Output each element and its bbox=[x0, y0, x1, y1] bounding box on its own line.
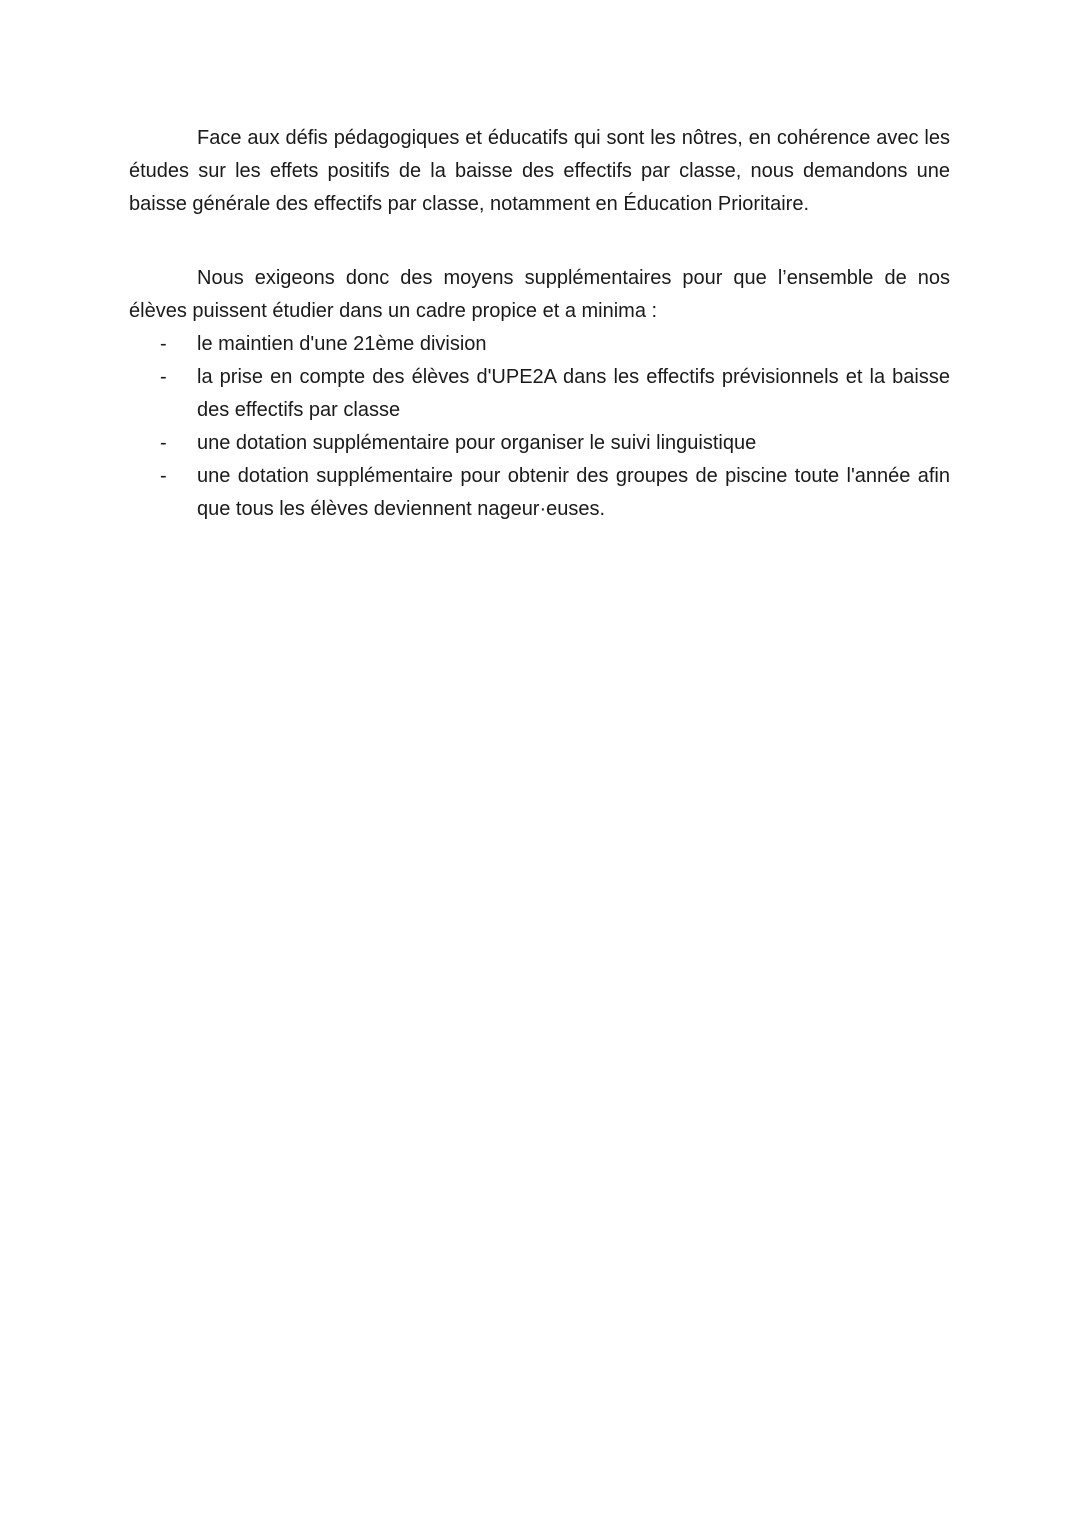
demands-list bbox=[129, 328, 950, 526]
paragraph-exigences: Nous exigeons donc des moyens supplémentaires pour que l’ensemble de nos élèves puissent étudier dans un cadre propice et a minima : bbox=[129, 267, 950, 322]
list-item bbox=[129, 427, 950, 460]
list-item-text: la prise en compte des élèves d'UPE2A dans les effectifs prévisionnels et la baisse des effectifs par classe bbox=[197, 366, 950, 421]
list-item-text: le maintien d'une 21ème division bbox=[197, 333, 487, 355]
dash-marker: - bbox=[160, 432, 167, 454]
paragraph-effectifs: Face aux défis pédagogiques et éducatifs qui sont les nôtres, en cohérence avec les études sur les effets positifs de la baisse des effectifs par classe, nous demandons une baisse générale des effectifs par classe, notamment en Éducation Prioritaire. bbox=[129, 127, 950, 215]
dash-marker: - bbox=[160, 366, 167, 388]
list-item bbox=[129, 460, 950, 526]
dash-marker: - bbox=[160, 465, 167, 487]
dash-marker: - bbox=[160, 333, 167, 355]
list-item bbox=[129, 328, 950, 361]
list-item-text: une dotation supplémentaire pour organiser le suivi linguistique bbox=[197, 432, 757, 454]
list-item-text: une dotation supplémentaire pour obtenir des groupes de piscine toute l'année afin que tous les élèves deviennent nageur·euses. bbox=[197, 465, 950, 520]
list-item bbox=[129, 361, 950, 427]
